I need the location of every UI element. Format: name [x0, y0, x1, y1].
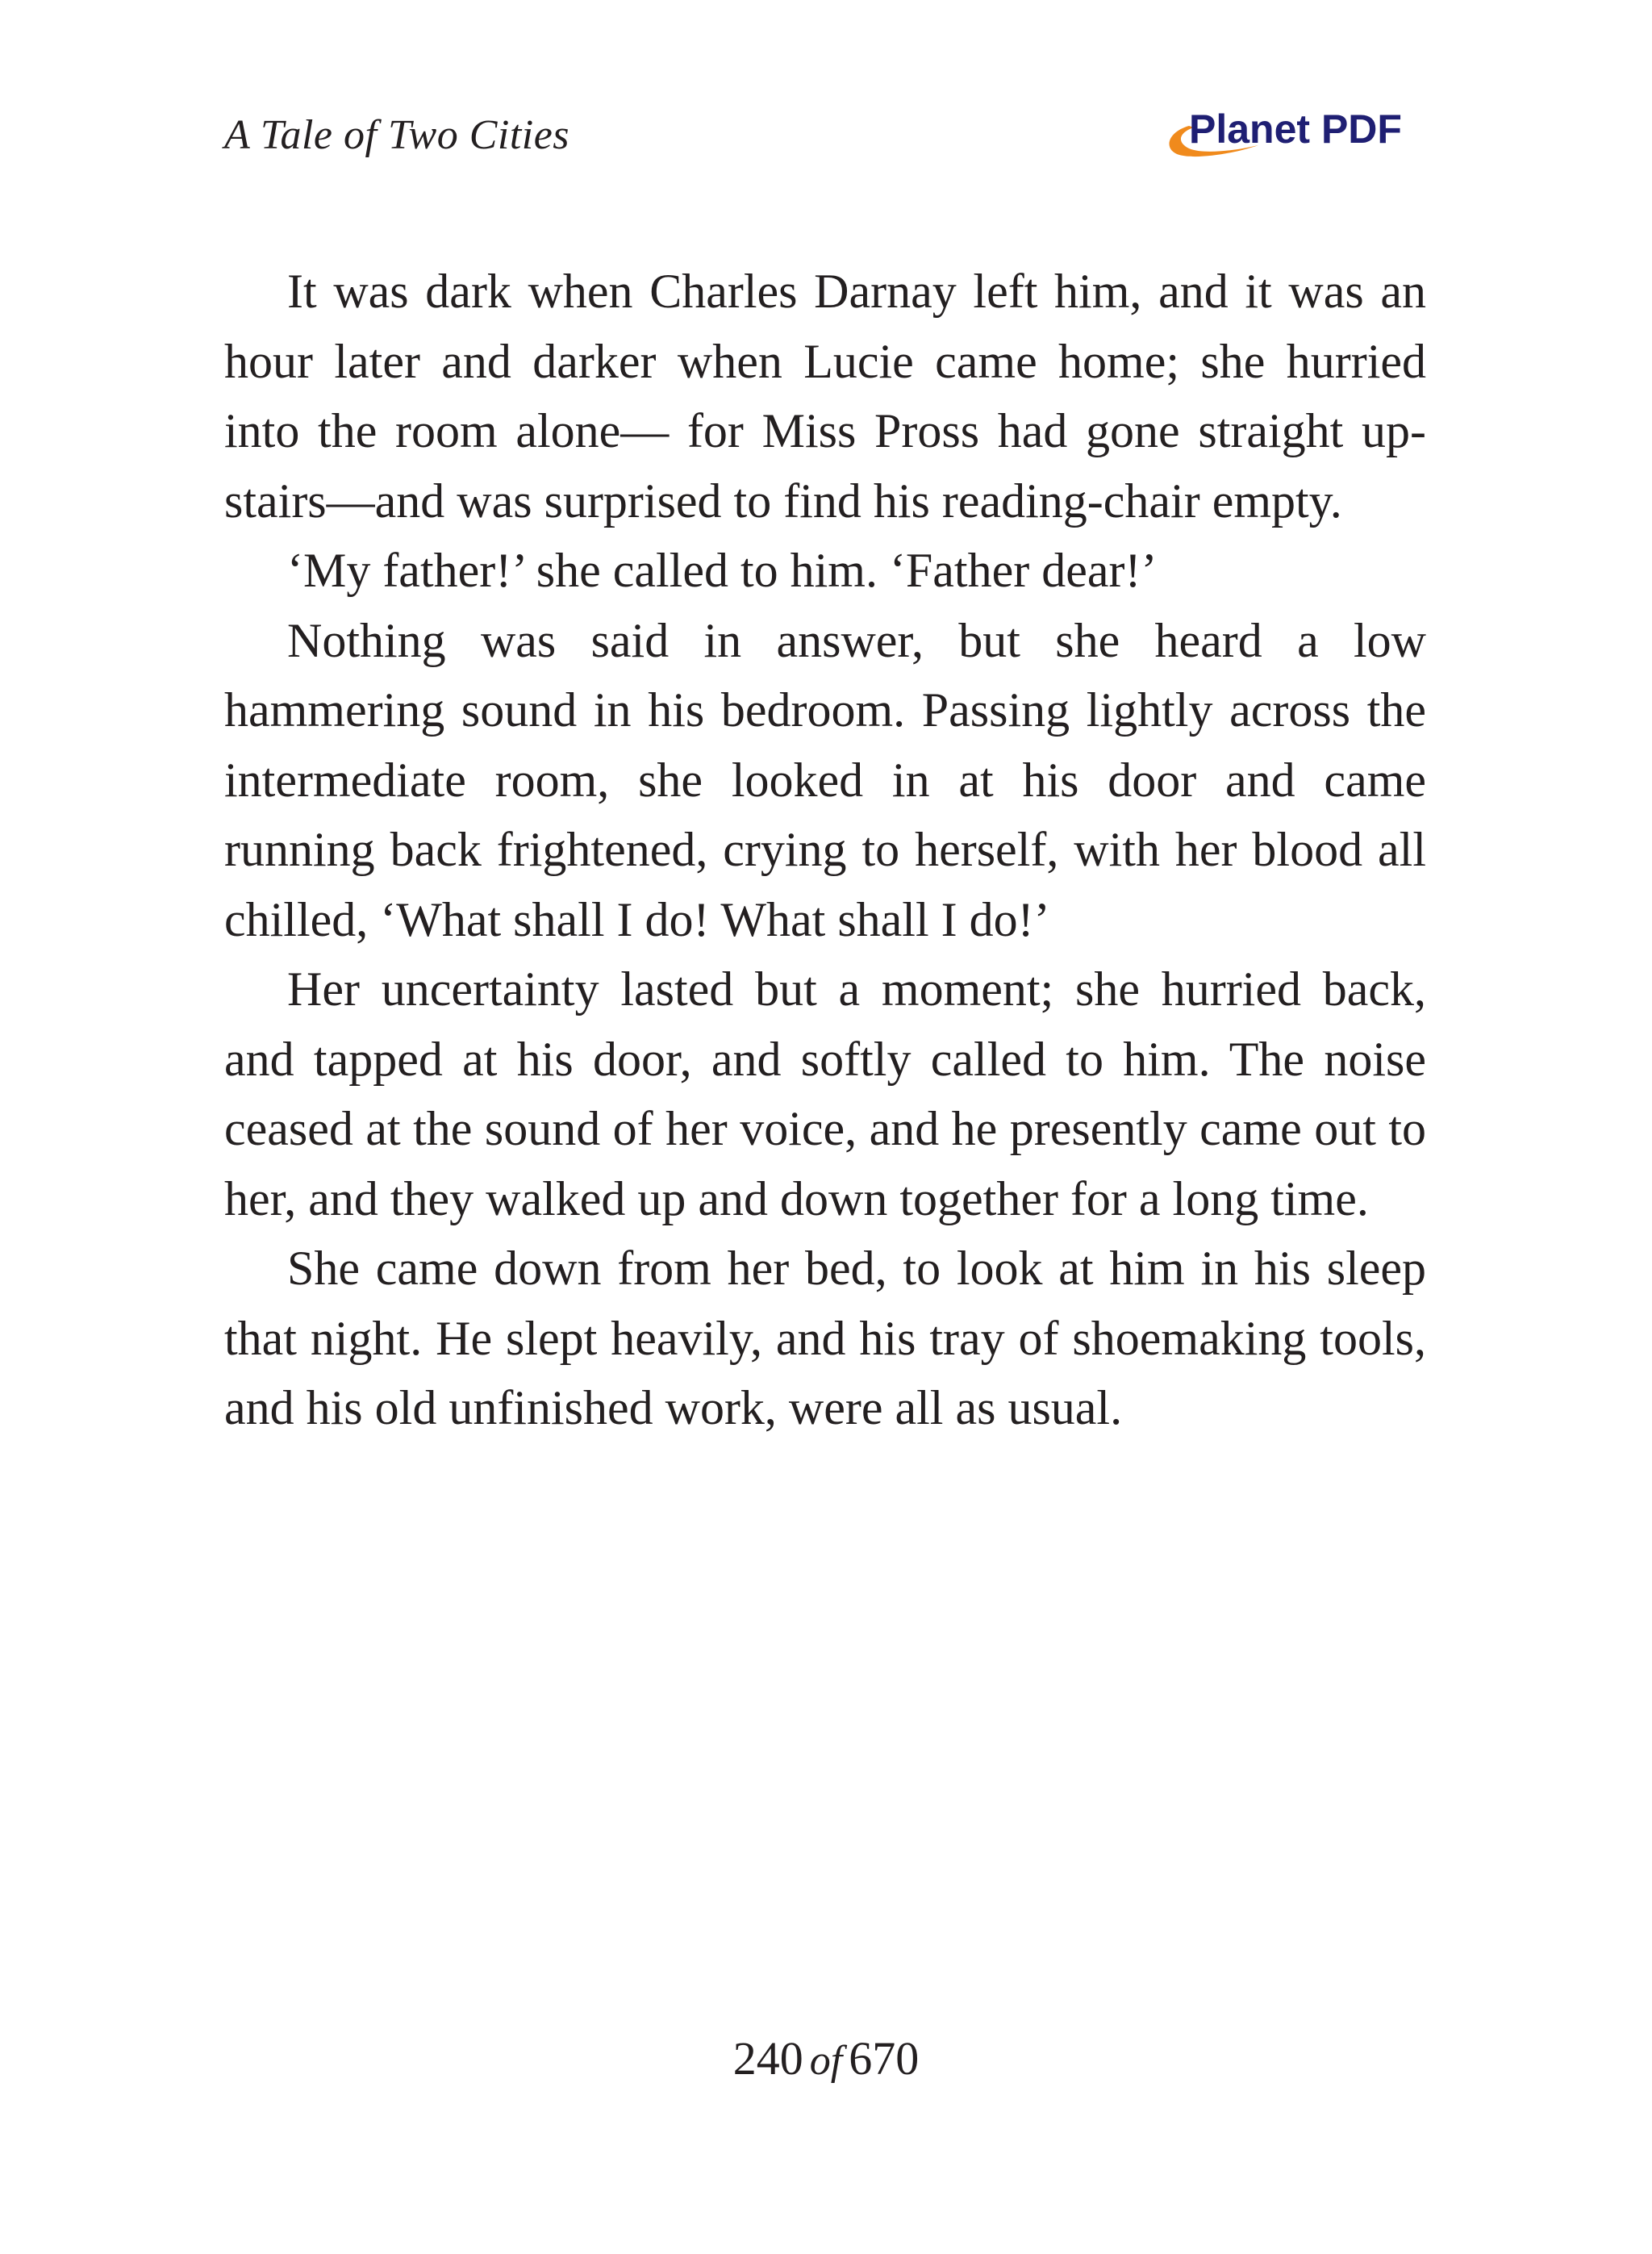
current-page: 240: [732, 2032, 803, 2085]
paragraph: It was dark when Charles Darnay left him, and it was an hour later and darker when Lucie came home; she hurried into the room alone— for Miss Pross had gone straight up-stairs—and was surprised to find his reading-chair empty.: [224, 265, 1426, 528]
total-pages: 670: [849, 2032, 920, 2085]
paragraph: Nothing was said in answer, but she heard a low hammering sound in his bedroom. Passing lightly across the intermediate room, she looked in at his door and came running back frightened, crying to herself, with her blood all chilled, ‘What shall I do! What shall I do!’: [224, 613, 1426, 946]
running-title: A Tale of Two Cities: [224, 112, 570, 158]
page-number: [0, 2027, 1652, 2093]
body-text: [224, 257, 1426, 1443]
planet-pdf-logo: [1162, 97, 1428, 169]
paragraph: Her uncertainty lasted but a moment; she hurried back, and tapped at his door, and softly called to him. The noise ceased at the sound of her voice, and he presently came out to her, and they walked up and down together for a long time.: [224, 962, 1426, 1225]
of-label: of: [809, 2038, 843, 2084]
logo-text: Planet PDF: [1189, 106, 1402, 152]
paragraph: She came down from her bed, to look at him in his sleep that night. He slept heavily, and his tray of shoemaking tools, and his old unfinished work, were all as usual.: [224, 1242, 1426, 1434]
paragraph: ‘My father!’ she called to him. ‘Father dear!’: [287, 544, 1158, 597]
